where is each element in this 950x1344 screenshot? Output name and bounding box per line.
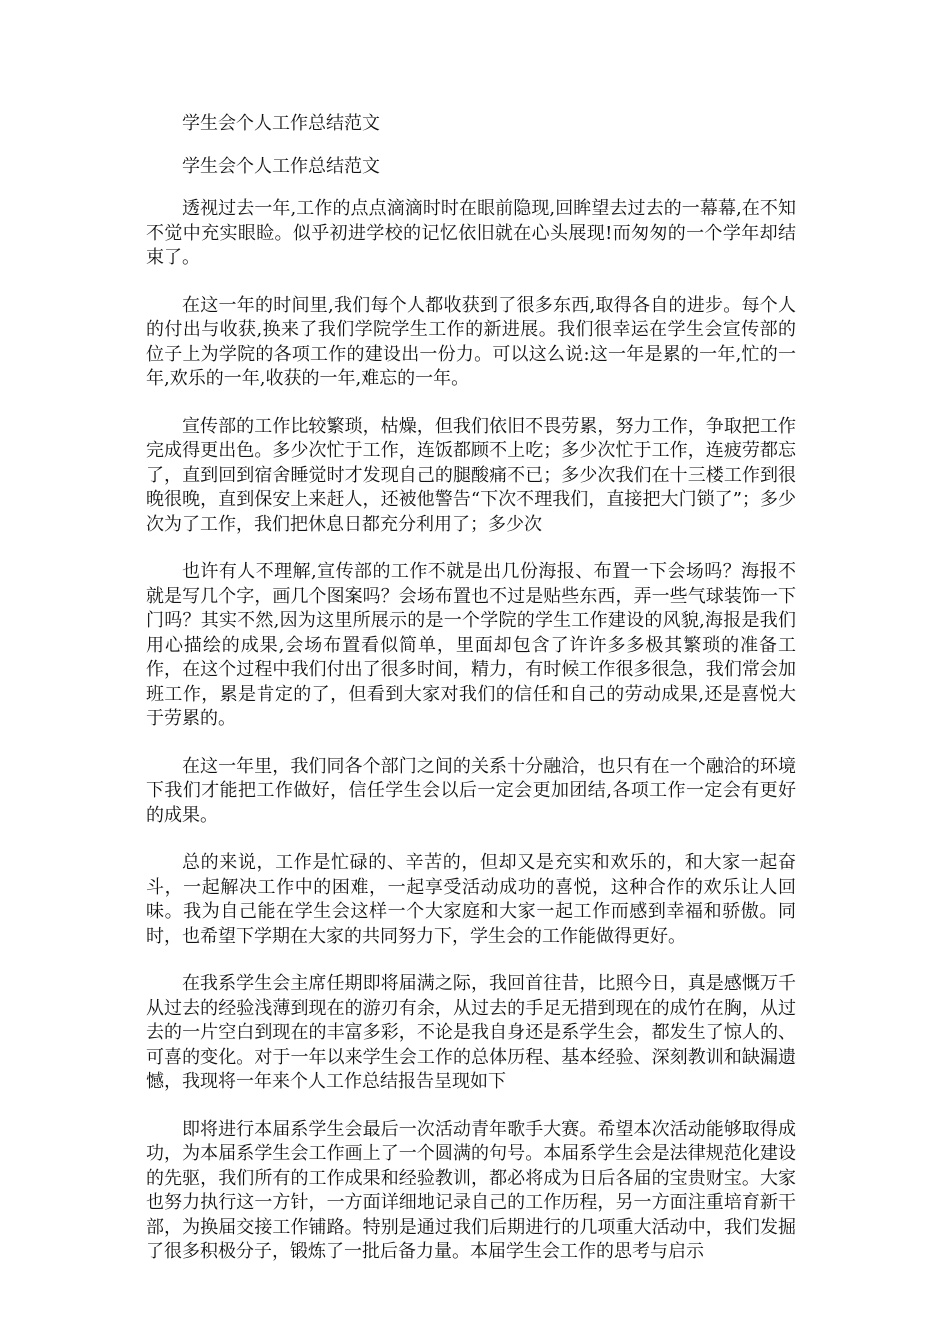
paragraph: 也许有人不理解,宣传部的工作不就是出几份海报、布置一下会场吗？海报不就是写几个字，画几个图案吗？会场布置也不过是贴些东西，弄一些气球装饰一下门吗？其实不然,因为这里所展示的是一个学院的学生工作建设的风貌,海报是我们用心描绘的成果,会场布置看似简单，里面却包含了许许多多极其繁琐的准备工作，在这个过程中我们付出了很多时间，精力，有时候工作很多很急，我们常会加班工作，累是肯定的了，但看到大家对我们的信任和自己的劳动成果,还是喜悦大于劳累的。: [146, 561, 796, 729]
paragraph: 宣传部的工作比较繁琐，枯燥，但我们依旧不畏劳累，努力工作，争取把工作完成得更出色。多少次忙于工作，连饭都顾不上吃；多少次忙于工作，连疲劳都忘了，直到回到宿舍睡觉时才发现自己的腿酸痛不已；多少次我们在十三楼工作到很晚很晚，直到保安上来赶人，还被他警告“下次不理我们，直接把大门锁了”；多少次为了工作，我们把休息日都充分利用了；多少次: [146, 415, 796, 535]
paragraph: 总的来说，工作是忙碌的、辛苦的，但却又是充实和欢乐的，和大家一起奋斗，一起解决工作中的困难，一起享受活动成功的喜悦，这种合作的欢乐让人回味。我为自己能在学生会这样一个大家庭和大家一起工作而感到幸福和骄傲。同时，也希望下学期在大家的共同努力下，学生会的工作能做得更好。: [146, 852, 796, 947]
paragraph: 在这一年里，我们同各个部门之间的关系十分融洽，也只有在一个融洽的环境下我们才能把工作做好，信任学生会以后一定会更加团结,各项工作一定会有更好的成果。: [146, 755, 796, 826]
paragraph: 在这一年的时间里,我们每个人都收获到了很多东西,取得各自的进步。每个人的付出与收获,换来了我们学院学生工作的新进展。我们很幸运在学生会宣传部的位子上为学院的各项工作的建设出一份力。可以这么说:这一年是累的一年,忙的一年,欢乐的一年,收获的一年,难忘的一年。: [146, 294, 796, 389]
document-subtitle: 学生会个人工作总结范文: [182, 155, 380, 177]
paragraph: 即将进行本届系学生会最后一次活动青年歌手大赛。希望本次活动能够取得成功，为本届系学生会工作画上了一个圆满的句号。本届系学生会是法律规范化建设的先驱，我们所有的工作成果和经验教训，都必将成为日后各届的宝贵财宝。大家也努力执行这一方针，一方面详细地记录自己的工作历程，另一方面注重培育新干部，为换届交接工作铺路。特别是通过我们后期进行的几项重大活动中，我们发掘了很多积极分子，锻炼了一批后备力量。本届学生会工作的思考与启示: [146, 1118, 796, 1262]
document-title: 学生会个人工作总结范文: [182, 113, 380, 134]
document-body: [146, 112, 796, 1288]
paragraph: 在我系学生会主席任期即将届满之际，我回首往昔，比照今日，真是感慨万千从过去的经验浅薄到现在的游刃有余，从过去的手足无措到现在的成竹在胸，从过去的一片空白到现在的丰富多彩，不论是我自身还是系学生会，都发生了惊人的、可喜的变化。对于一年以来学生会工作的总体历程、基本经验、深刻教训和缺漏遗憾，我现将一年来个人工作总结报告呈现如下: [146, 973, 796, 1092]
paragraph: 透视过去一年,工作的点点滴滴时时在眼前隐现,回眸望去过去的一幕幕,在不知不觉中充实眼睑。似乎初进学校的记忆依旧就在心头展现!而匆匆的一个学年却结束了。: [146, 198, 796, 268]
